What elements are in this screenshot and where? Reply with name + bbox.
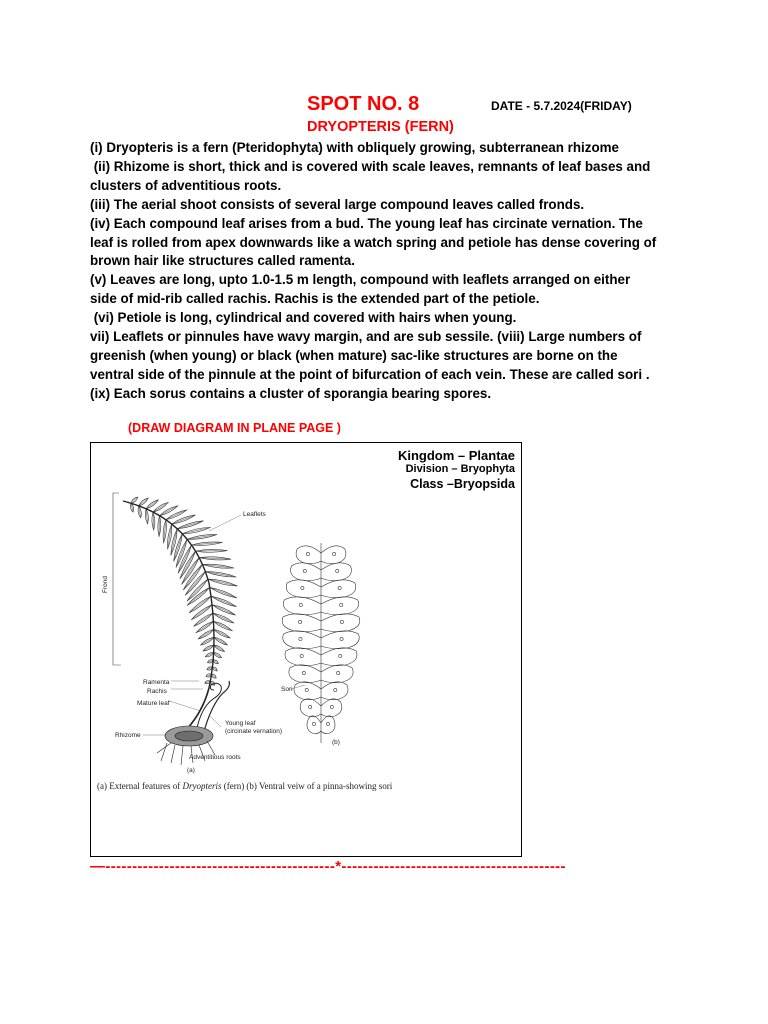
leaflet-vein (214, 629, 230, 638)
text-line: (iii) The aerial shoot consists of several large compound leaves called fronds. (90, 196, 585, 212)
sorus (336, 569, 339, 572)
text-line: clusters of adventitious roots. (90, 177, 282, 193)
label-adventitious-roots: Adventitious roots (189, 754, 241, 761)
leaflet-vein (201, 637, 214, 645)
sorus (299, 637, 302, 640)
sorus (312, 722, 315, 725)
sorus (340, 620, 343, 623)
label-circinate: (circinate vernation) (225, 728, 283, 735)
sorus (309, 705, 312, 708)
leaflet-vein (182, 527, 210, 533)
pinnule-lobe (294, 682, 321, 700)
text-line: (vi) Petiole is long, cylindrical and covered with hairs when young. (90, 310, 517, 326)
pinnule-lobe (321, 563, 351, 581)
leaflet-vein (203, 645, 214, 651)
class-label: Class –Bryopsida (410, 477, 515, 491)
label-mature-leaf: Mature leaf (137, 700, 170, 707)
text-line: (v) Leaves are long, upto 1.0-1.5 m length, compound with leaflets arranged on either (90, 272, 631, 288)
text-line: greenish (when young) or black (when mature) sac-like structures are borne on the (90, 347, 618, 363)
caption-genus: Dryopteris (182, 781, 222, 791)
label-leaflets: Leaflets (243, 511, 266, 518)
pinnule-lobe (321, 546, 346, 564)
sorus (299, 620, 302, 623)
leaflet-vein (189, 596, 211, 613)
sorus (305, 688, 308, 691)
description-text (90, 139, 690, 404)
sorus (339, 654, 342, 657)
date-label: DATE - 5.7.2024(FRIDAY) (491, 99, 632, 113)
leaflet-vein (208, 579, 238, 586)
fern-illustration (91, 443, 521, 856)
text-line: (ii) Rhizome is short, thick and is covered with scale leaves, remnants of leaf bases and (90, 158, 651, 174)
sorus (301, 586, 304, 589)
sorus (299, 603, 302, 606)
leaflet-vein (214, 645, 225, 651)
text-line: leaf is rolled from apex downwards like a watch spring and petiole has dense covering of (90, 234, 657, 250)
label-rachis: Rachis (147, 688, 167, 695)
leaflet-vein (205, 572, 236, 577)
sorus (337, 671, 340, 674)
spot-title: SPOT NO. 8 (307, 93, 420, 115)
text-line: vii) Leaflets or pinnules have wavy margin, and are sub sessile. (viii) Large numbers of (90, 329, 642, 345)
sorus (326, 722, 329, 725)
sorus (333, 552, 336, 555)
label-rhizome: Rhizome (115, 732, 141, 739)
pinnule-lobe (321, 716, 335, 734)
draw-instruction: (DRAW DIAGRAM IN PLANE PAGE ) (128, 421, 341, 435)
text-line: (ix) Each sorus contains a cluster of sporangia bearing spores. (90, 385, 492, 401)
label-frond: Frond (102, 576, 109, 593)
label-sori: Sori (281, 686, 293, 693)
sorus (330, 705, 333, 708)
sorus (338, 586, 341, 589)
specimen-title: DRYOPTERIS (FERN) (307, 119, 454, 135)
text-line: brown hair like structures called ramenta. (90, 253, 355, 269)
pinnule-lobe (321, 682, 348, 700)
leaflet-vein (213, 613, 234, 623)
text-line: side of mid-rib called rachis. Rachis is the extended part of the petiole. (90, 291, 540, 307)
sorus (340, 637, 343, 640)
label-part-a: (a) (187, 767, 195, 774)
sorus (340, 603, 343, 606)
section-divider: —-------------------------------------------*------------------------------------------ (90, 858, 566, 875)
pinnule-lobe (300, 699, 321, 717)
figure-caption: (a) External features of Dryopteris (fern) (b) Ventral veiw of a pinna-showing sori (97, 781, 393, 791)
text-line: ventral side of the pinnule at the point of bifurcation of each vein. These are called sori . (90, 366, 650, 382)
leaflet-vein (214, 637, 227, 645)
sorus (303, 569, 306, 572)
text-line: (i) Dryopteris is a fern (Pteridophyta) with obliquely growing, subterranean rhizome (90, 140, 619, 155)
leaflet-vein (139, 498, 148, 506)
leaflet-vein (146, 500, 158, 509)
pinnule-lobe (307, 716, 321, 734)
sorus (306, 552, 309, 555)
text-line: (iv) Each compound leaf arises from a bud. The young leaf has circinate vernation. The (90, 215, 643, 231)
kingdom-label: Kingdom – Plantae (397, 448, 515, 463)
label-part-b: (b) (332, 739, 340, 746)
sorus (302, 671, 305, 674)
pinnule-lobe (296, 546, 321, 564)
label-ramenta: Ramenta (143, 679, 170, 686)
frond-bracket (113, 493, 121, 665)
label-young-leaf: Young leaf (225, 720, 256, 727)
sorus (334, 688, 337, 691)
pinnule-lobe (321, 699, 342, 717)
division-label: Division – Bryophyta (405, 463, 515, 475)
sorus (300, 654, 303, 657)
leaflet-vein (213, 621, 232, 630)
diagram-box (90, 442, 522, 857)
leaflet-vein (210, 587, 237, 598)
pinnule-lobe (291, 563, 321, 581)
